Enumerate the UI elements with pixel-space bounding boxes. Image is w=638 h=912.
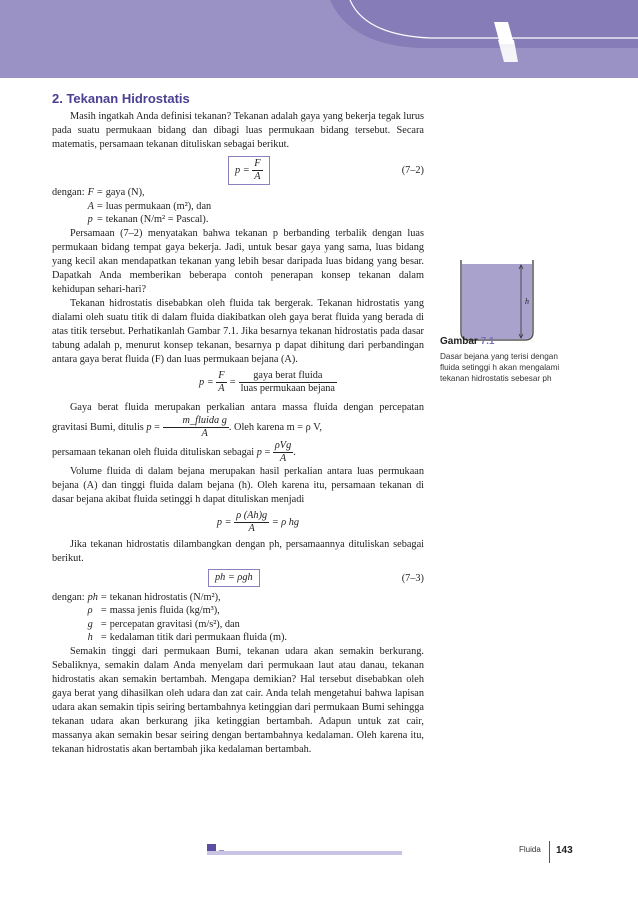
def-sym: p xyxy=(87,214,93,225)
eq72-label: (7–2) xyxy=(401,165,424,176)
paragraph-4: Gaya berat fluida merupakan perkalian antara massa fluida dengan percepatan gravitasi Bumi, ditulis p = $\frac{\text{m\_fluida g}}{A}$ . Oleh karena m = ρ V, xyxy=(52,401,424,439)
equation-7-3 xyxy=(52,569,424,591)
figure-caption: Dasar bejana yang terisi dengan fluida setinggi h akan mengalami tekanan hidrostatis sebesar ph xyxy=(440,352,560,383)
header-decoration xyxy=(0,0,638,80)
chapter-label: Fluida xyxy=(519,845,541,854)
eq-ratio-d1: A xyxy=(218,382,225,394)
paragraph-2: Persamaan (7–2) menyatakan bahwa tekanan p berbanding terbalik dengan luas permukaan bidang tempat gaya bekerja. Jadi, untuk besar gaya yang sama, luas bidang yang kecil akan mendapatkan tekanan yang lebih besar daripada luas bidang yang besar. Dapatkah Anda memberikan beberapa contoh penerapan konsep tekanan dalam kehidupan sehari-hari? xyxy=(52,227,424,295)
def-sym: ρ xyxy=(87,605,93,616)
para5-text: persamaan tekanan oleh fluida dituliskan sebagai xyxy=(52,446,255,458)
eq73-expr: ph = ρgh xyxy=(208,569,260,587)
figure-label-word: Gambar xyxy=(440,336,478,347)
eq-ah-rhs: = ρ hg xyxy=(271,516,300,528)
height-label: h xyxy=(525,297,529,306)
equation-ratio: p = $\frac{F}{A}$ = $\frac{\text{gaya berat fluida}}{\text{luas permukaan bejana}}$ xyxy=(198,369,336,394)
figure-label-num: 7.1 xyxy=(480,336,495,347)
figure-label xyxy=(440,336,494,347)
eq72-den: A xyxy=(254,171,261,182)
def-eq: = xyxy=(96,187,103,198)
eq-ratio-lhs: p xyxy=(198,376,205,388)
def-eq: = xyxy=(100,632,107,643)
section-title: 2. Tekanan Hidrostatis xyxy=(52,91,190,106)
paragraph-7: Jika tekanan hidrostatis dilambangkan dengan ph, persamaannya dituliskan sebagai berikut. xyxy=(52,538,424,564)
eq-ah-num: ρ (Ah)g xyxy=(236,509,268,521)
paragraph-5: persamaan tekanan oleh fluida dituliskan sebagai p = $\frac{\text{ρVg}}{A}$ . xyxy=(52,439,296,464)
para4-frac-num: m_fluida g xyxy=(163,415,229,428)
def-eq: = xyxy=(100,591,107,603)
eq-ah-den: A xyxy=(248,522,255,534)
paragraph-6: Volume fluida di dalam bejana merupakan hasil perkalian antara luas permukaan bejana (A) dan tinggi fluida dalam bejana (h). Oleh karena itu, persamaan tekanan di dasar bejana akibat fluida setinggi h dapat dituliskan menjadi xyxy=(52,465,424,505)
paragraph-1: Masih ingatkah Anda definisi tekanan? Tekanan adalah gaya yang bekerja tegak lurus pada suatu permukaan bidang dan dibagi luas permukaan bidang tersebut. Secara matematis, persamaan tekanan dituliskan sebagai berikut. xyxy=(52,111,424,150)
def-eq: = xyxy=(96,214,103,225)
def-desc: percepatan gravitasi (m/s²), dan xyxy=(109,618,240,630)
footer-bar xyxy=(207,851,402,855)
def-sym: F xyxy=(87,187,94,198)
def-desc: kedalaman titik dari permukaan fluida (m). xyxy=(109,632,287,643)
eq72-lhs: p = xyxy=(235,164,250,176)
footer-divider xyxy=(549,841,550,863)
def-eq: = xyxy=(96,200,103,212)
def-desc: gaya (N), xyxy=(105,187,145,198)
eq73-label: (7–3) xyxy=(401,572,424,584)
equation-Ah: p = $\frac{\rho (Ah)g}{A}$ = ρ hg xyxy=(216,509,300,534)
defs2-intro: dengan: xyxy=(52,591,85,603)
def-desc: massa jenis fluida (kg/m³), xyxy=(109,605,220,616)
def-desc: luas permukaan (m²), dan xyxy=(105,200,212,212)
def-sym: g xyxy=(87,618,93,630)
def-eq: = xyxy=(100,605,107,616)
def-sym: h xyxy=(87,632,93,643)
eq-ratio-n2: gaya berat fluida xyxy=(239,370,337,383)
def-eq: = xyxy=(100,618,107,630)
para4-text-b: . Oleh karena m = ρ V, xyxy=(228,421,322,433)
def-sym: A xyxy=(87,200,94,212)
paragraph-3: Tekanan hidrostatis disebabkan oleh fluida tak bergerak. Tekanan hidrostatis yang dialami oleh suatu titik di dalam fluida diakibatkan oleh gaya berat fluida yang berada di atas titik tersebut. Perhatikanlah Gambar 7.1. Jika besarnya tekanan hidrostatis pada dasar tabung adalah p, menurut konsep tekanan, besarnya p dapat dihitung dari perbandingan antara gaya berat fluida (F) dan luas permukaan bejana (A). xyxy=(52,297,424,365)
eq-ratio-d2: luas permukaan bejana xyxy=(240,382,336,394)
def-desc: tekanan (N/m² = Pascal). xyxy=(105,214,209,225)
page-number: 143 xyxy=(556,845,573,856)
para5-frac-num: ρVg xyxy=(274,439,292,451)
definitions-2 xyxy=(52,591,290,645)
equation-7-2 xyxy=(52,156,424,184)
para4-text: Gaya berat fluida merupakan perkalian antara massa fluida dengan percepatan gravitasi Bumi, ditulis xyxy=(52,401,424,433)
eq72-num: F xyxy=(254,158,261,169)
paragraph-8: Semakin tinggi dari permukaan Bumi, tekanan udara akan semakin berkurang. Sebaliknya, semakin dalam Anda menyelam dari permukaan laut atau danau, tekanan hidrostatis akan semakin bertambah. Mengapa demikian? Hal tersebut disebabkan oleh gaya berat yang dihasilkan oleh udara dan zat cair. Anda telah mengetahui bahwa lapisan udara akan semakin tipis seiring bertambahnya ketinggian dari permukaan Bumi sehingga tekanan udara akan berkurang jika ketinggian bertambah. Adapun untuk zat cair, massanya akan semakin besar seiring dengan bertambahnya kedalaman. Oleh karena itu, tekanan hidrostatis akan bertambah jika kedalaman bertambah. xyxy=(52,645,424,755)
para4-frac-den: A xyxy=(201,427,208,439)
beaker-figure xyxy=(459,258,535,342)
main-column xyxy=(52,110,424,757)
defs1-intro: dengan: xyxy=(52,187,85,198)
eq-ratio-n1: F xyxy=(218,369,225,381)
def-desc: tekanan hidrostatis (N/m²), xyxy=(109,591,221,603)
definitions-1 xyxy=(52,186,214,227)
para5-frac-den: A xyxy=(279,452,287,464)
def-sym: ph xyxy=(87,591,98,603)
